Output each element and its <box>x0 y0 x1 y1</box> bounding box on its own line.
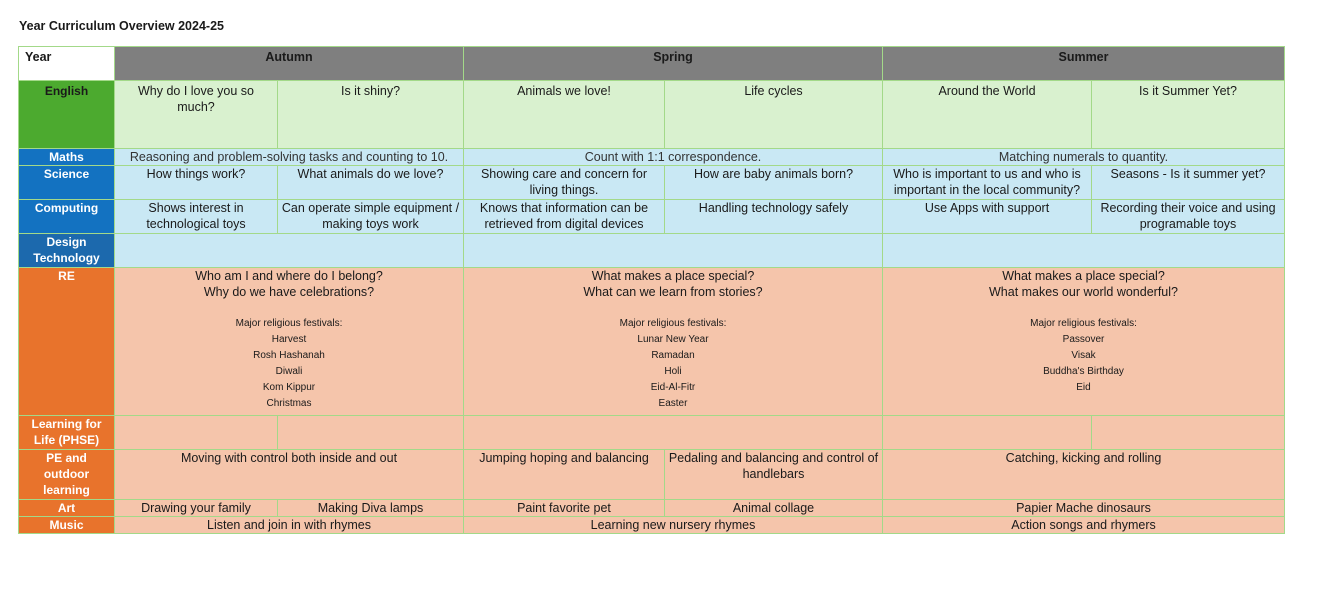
phse-summer-1 <box>883 416 1092 450</box>
re-summer-question-1: What makes a place special? <box>1002 269 1165 283</box>
festival-item: Harvest <box>271 334 307 345</box>
phse-spring <box>464 416 883 450</box>
re-spring-festivals-heading: Major religious festivals: <box>619 318 727 329</box>
english-autumn-2: Is it shiny? <box>278 81 464 149</box>
english-spring-2: Life cycles <box>665 81 883 149</box>
re-autumn-festivals-heading: Major religious festivals: <box>235 318 343 329</box>
festival-item: Eid-Al-Fitr <box>650 382 696 393</box>
year-header: Year <box>19 47 115 81</box>
re-summer <box>883 268 1285 416</box>
phse-summer-2 <box>1092 416 1285 450</box>
festival-item: Passover <box>1062 334 1105 345</box>
re-spring-question-1: What makes a place special? <box>591 269 755 283</box>
pe-spring-2: Pedaling and balancing and control of handlebars <box>665 450 883 500</box>
festival-item: Visak <box>1071 350 1096 361</box>
music-autumn: Listen and join in with rhymes <box>115 517 464 534</box>
subject-art: Art <box>19 500 115 517</box>
art-spring-2: Animal collage <box>665 500 883 517</box>
subject-phse: Learning for Life (PHSE) <box>19 416 115 450</box>
maths-autumn: Reasoning and problem-solving tasks and counting to 10. <box>115 149 464 166</box>
art-spring-1: Paint favorite pet <box>464 500 665 517</box>
re-autumn-question-1: Who am I and where do I belong? <box>195 269 383 283</box>
science-autumn-1: How things work? <box>115 166 278 200</box>
english-spring-1: Animals we love! <box>464 81 665 149</box>
festival-item: Diwali <box>275 366 303 377</box>
re-spring <box>464 268 883 416</box>
festival-item: Easter <box>658 398 688 409</box>
music-row <box>19 517 1285 534</box>
music-spring: Learning new nursery rhymes <box>464 517 883 534</box>
festival-item: Rosh Hashanah <box>253 350 325 361</box>
design-row <box>19 234 1285 268</box>
document-title: Year Curriculum Overview 2024-25 <box>19 19 224 33</box>
festival-item: Holi <box>664 366 682 377</box>
computing-summer-1: Use Apps with support <box>883 200 1092 234</box>
maths-summer: Matching numerals to quantity. <box>883 149 1285 166</box>
art-autumn-2: Making Diva lamps <box>278 500 464 517</box>
art-summer: Papier Mache dinosaurs <box>883 500 1285 517</box>
phse-autumn-1 <box>115 416 278 450</box>
pe-summer: Catching, kicking and rolling <box>883 450 1285 500</box>
re-summer-question-2: What makes our world wonderful? <box>989 285 1178 299</box>
art-autumn-1: Drawing your family <box>115 500 278 517</box>
festival-item: Ramadan <box>651 350 695 361</box>
computing-autumn-2: Can operate simple equipment / making toys work <box>278 200 464 234</box>
english-row <box>19 81 1285 149</box>
science-spring-2: How are baby animals born? <box>665 166 883 200</box>
festival-item: Kom Kippur <box>262 382 316 393</box>
summer-header: Summer <box>883 47 1285 81</box>
science-summer-1: Who is important to us and who is important in the local community? <box>883 166 1092 200</box>
music-summer: Action songs and rhymers <box>883 517 1285 534</box>
curriculum-table <box>18 46 1285 534</box>
computing-autumn-1: Shows interest in technological toys <box>115 200 278 234</box>
subject-design-technology: Design Technology <box>19 234 115 268</box>
computing-spring-2: Handling technology safely <box>665 200 883 234</box>
computing-row <box>19 200 1285 234</box>
computing-summer-2: Recording their voice and using programable toys <box>1092 200 1285 234</box>
re-autumn-question-2: Why do we have celebrations? <box>203 285 375 299</box>
subject-music: Music <box>19 517 115 534</box>
phse-autumn-2 <box>278 416 464 450</box>
design-autumn <box>115 234 464 268</box>
re-summer-festivals-heading: Major religious festivals: <box>1030 318 1137 329</box>
english-autumn-1: Why do I love you so much? <box>115 81 278 149</box>
re-spring-question-2: What can we learn from stories? <box>583 285 763 299</box>
english-summer-2: Is it Summer Yet? <box>1092 81 1285 149</box>
science-summer-2: Seasons - Is it summer yet? <box>1092 166 1285 200</box>
english-summer-1: Around the World <box>883 81 1092 149</box>
subject-computing: Computing <box>19 200 115 234</box>
phse-row <box>19 416 1285 450</box>
re-autumn <box>115 268 464 416</box>
pe-row <box>19 450 1285 500</box>
festival-item: Christmas <box>266 398 312 409</box>
festival-item: Buddha's Birthday <box>1043 366 1124 377</box>
computing-spring-1: Knows that information can be retrieved from digital devices <box>464 200 665 234</box>
design-summer <box>883 234 1285 268</box>
design-spring <box>464 234 883 268</box>
science-spring-1: Showing care and concern for living things. <box>464 166 665 200</box>
maths-spring: Count with 1:1 correspondence. <box>464 149 883 166</box>
autumn-header: Autumn <box>115 47 464 81</box>
subject-pe: PE and outdoor learning <box>19 450 115 500</box>
header-row <box>19 47 1285 81</box>
subject-english: English <box>19 81 115 149</box>
re-row <box>19 268 1285 416</box>
festival-item: Eid <box>1076 382 1091 393</box>
pe-spring-1: Jumping hoping and balancing <box>464 450 665 500</box>
spring-header: Spring <box>464 47 883 81</box>
festival-item: Lunar New Year <box>637 334 709 345</box>
subject-science: Science <box>19 166 115 200</box>
subject-re: RE <box>19 268 115 416</box>
maths-row <box>19 149 1285 166</box>
subject-maths: Maths <box>19 149 115 166</box>
science-row <box>19 166 1285 200</box>
science-autumn-2: What animals do we love? <box>278 166 464 200</box>
art-row <box>19 500 1285 517</box>
pe-autumn: Moving with control both inside and out <box>115 450 464 500</box>
